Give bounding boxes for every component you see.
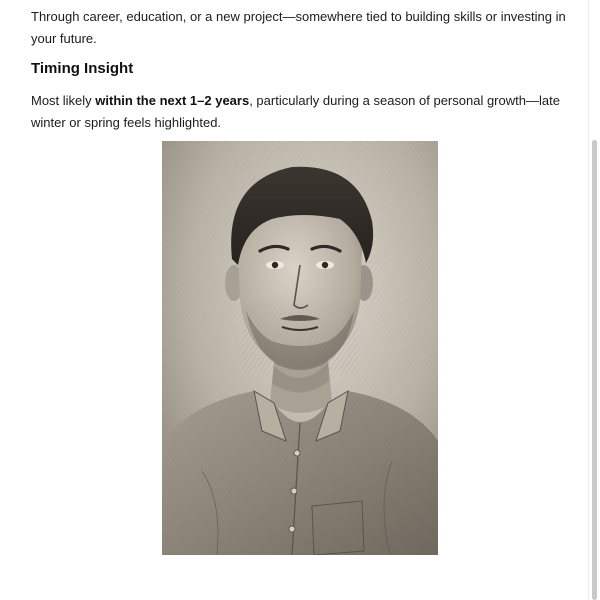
timing-suffix-text: , particularly during a season of personal growth—late winter or spring feels highlighted. [31, 93, 560, 130]
timing-prefix-text: Most likely [31, 93, 96, 108]
scrollbar-track[interactable] [590, 0, 600, 600]
scrollbar-thumb[interactable] [592, 140, 597, 600]
intro-paragraph: Through career, education, or a new project—somewhere tied to building skills or investing in your future. [31, 9, 566, 46]
timing-bold-text: within the next 1–2 years [95, 93, 250, 108]
content-edge-divider [588, 0, 589, 600]
timing-paragraph [31, 90, 576, 134]
section-heading: Timing Insight [31, 60, 134, 77]
portrait-image[interactable] [162, 141, 438, 555]
portrait-sketch-illustration [162, 141, 438, 555]
